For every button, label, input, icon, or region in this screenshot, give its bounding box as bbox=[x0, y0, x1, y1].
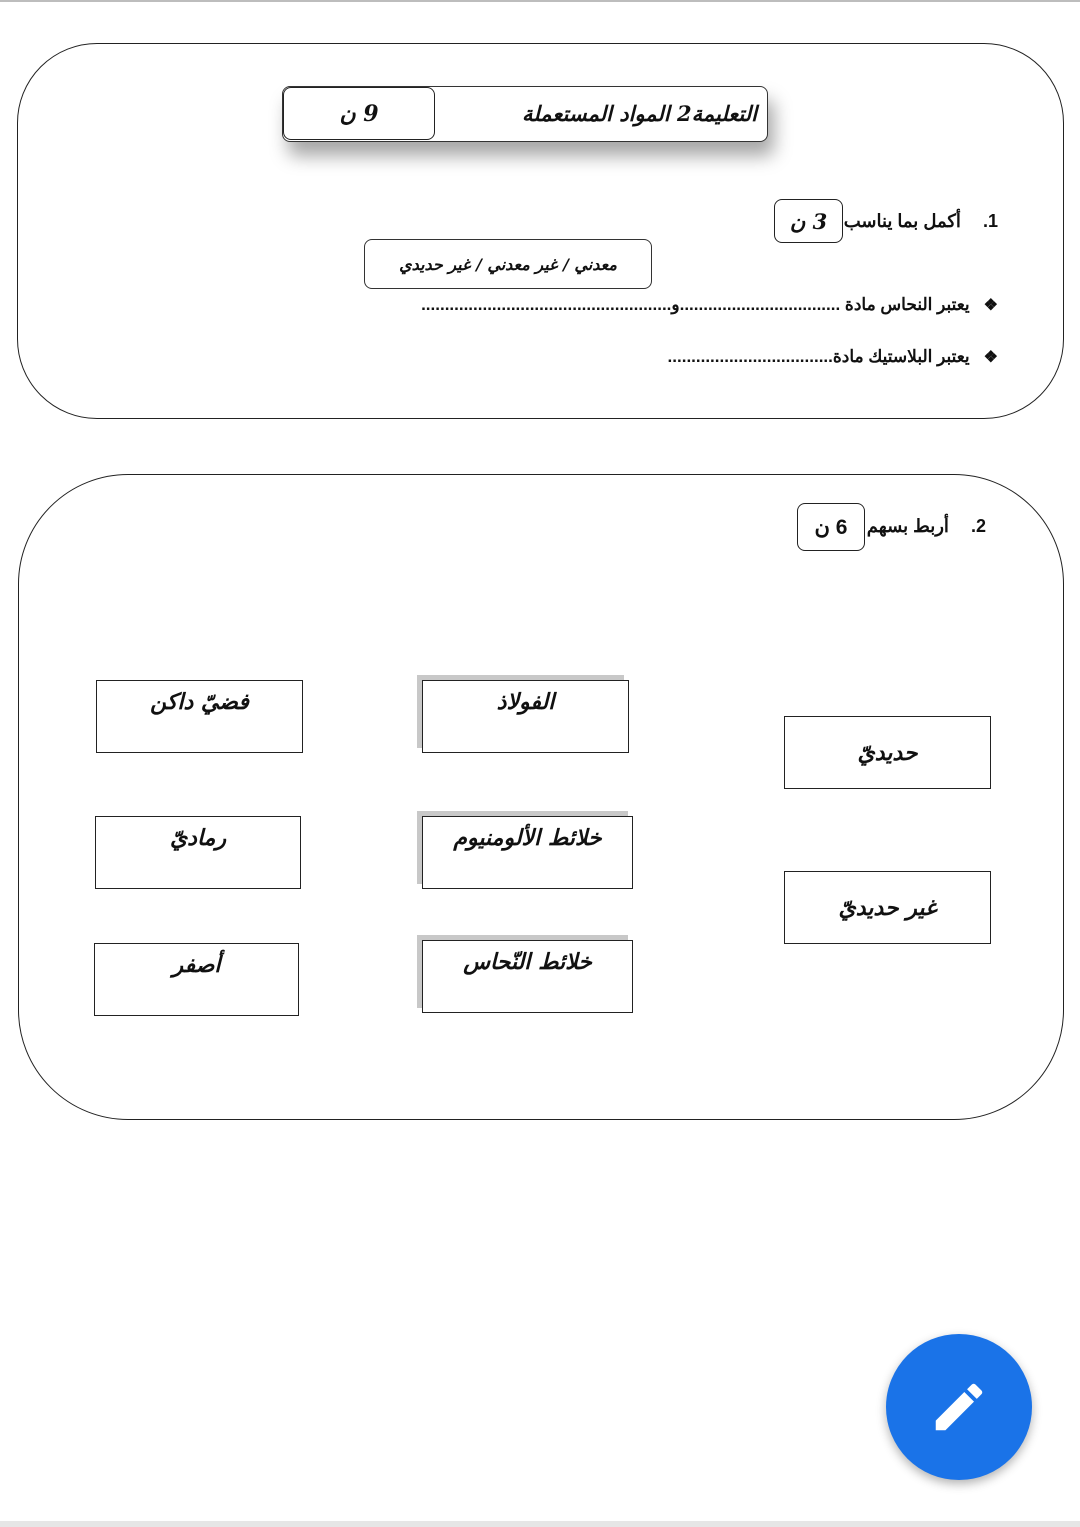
category-card-label: غير حديديّ bbox=[838, 894, 937, 921]
material-card-label: خلائط الألومنيوم bbox=[453, 825, 602, 851]
color-card-dark-silver[interactable] bbox=[96, 680, 303, 753]
diamond-bullet-icon: ❖ bbox=[983, 297, 998, 314]
question-1-instruction: أكمل بما يناسب bbox=[843, 211, 961, 231]
question-1-heading bbox=[844, 211, 998, 232]
pencil-icon bbox=[928, 1376, 990, 1438]
exercise-total-points: 9 ن bbox=[283, 87, 435, 140]
section-question-2 bbox=[18, 474, 1064, 1120]
material-card-steel[interactable] bbox=[422, 680, 629, 753]
question-2-instruction: أربط بسهم bbox=[866, 516, 949, 536]
exercise-title-bar bbox=[282, 86, 768, 142]
exercise-title: التعليمة2 المواد المستعملة bbox=[522, 101, 757, 126]
material-card-aluminium-alloys[interactable] bbox=[422, 816, 633, 889]
category-card-ferrous[interactable] bbox=[784, 716, 991, 789]
bottom-divider bbox=[0, 1521, 1080, 1527]
diamond-bullet-icon: ❖ bbox=[983, 349, 998, 366]
question-1-number: 1. bbox=[982, 211, 998, 231]
color-card-yellow[interactable] bbox=[94, 943, 299, 1016]
question-2-number: 2. bbox=[970, 516, 986, 536]
word-bank: معدني / غير معدني / غير حديدي bbox=[364, 239, 652, 289]
edit-fab-button[interactable] bbox=[886, 1334, 1032, 1480]
material-card-label: خلائط النّحاس bbox=[463, 949, 592, 975]
material-card-copper-alloys[interactable] bbox=[422, 940, 633, 1013]
statement-plastic bbox=[668, 347, 998, 367]
statement-copper-text: يعتبر النحاس مادة ..................................و..................................................... bbox=[421, 295, 970, 314]
category-card-label: حديديّ bbox=[857, 739, 918, 766]
statement-copper bbox=[421, 295, 998, 315]
color-card-label: رماديّ bbox=[169, 825, 227, 851]
question-2-heading bbox=[867, 516, 986, 537]
question-2-points: 6 ن bbox=[797, 503, 865, 551]
color-card-label: أصفر bbox=[172, 952, 221, 978]
color-card-label: فضيّ داكن bbox=[150, 689, 249, 715]
material-card-label: الفولاذ bbox=[496, 689, 555, 715]
top-divider bbox=[0, 0, 1080, 2]
color-card-gray[interactable] bbox=[95, 816, 301, 889]
question-1-points: 3 ن bbox=[774, 199, 843, 243]
statement-plastic-text: يعتبر البلاستيك مادة................................... bbox=[667, 347, 970, 366]
category-card-non-ferrous[interactable] bbox=[784, 871, 991, 944]
